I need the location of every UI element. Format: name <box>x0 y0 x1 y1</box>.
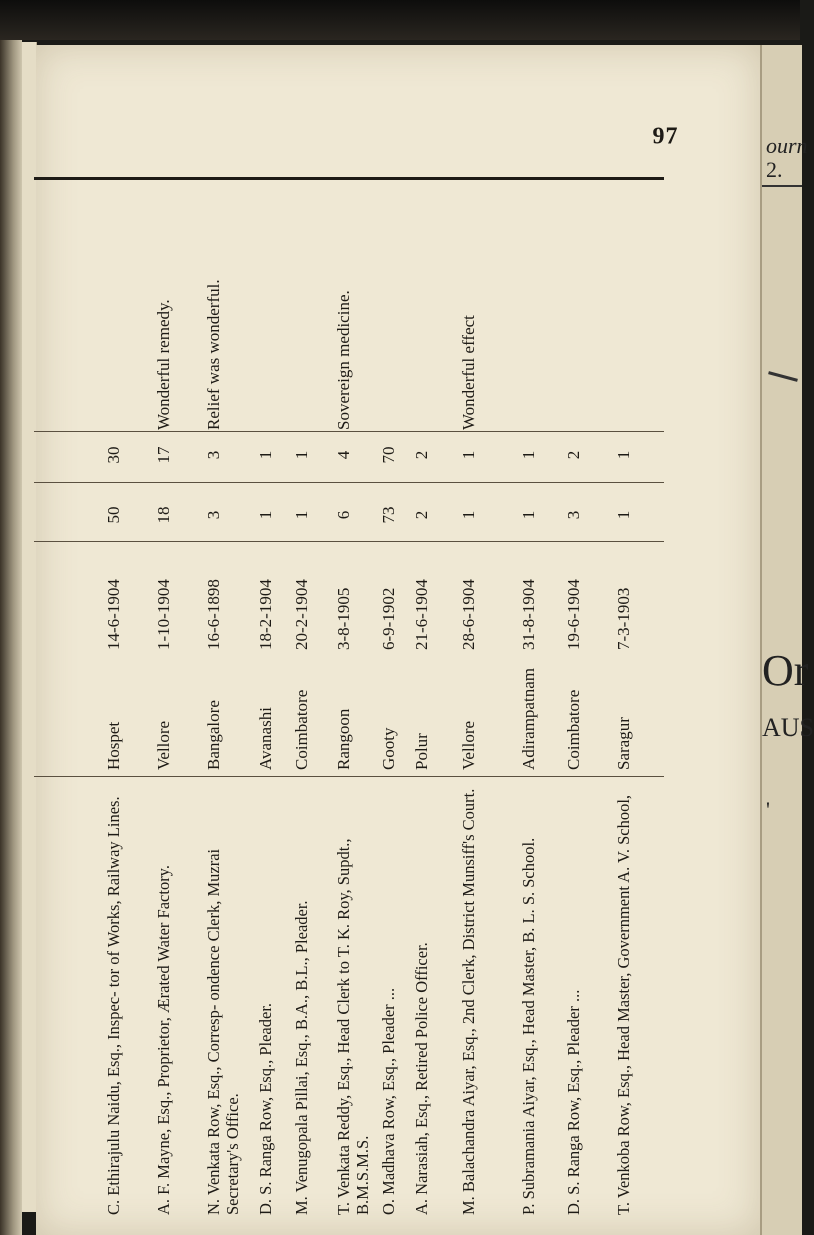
row-remark <box>292 185 332 430</box>
row-remark <box>412 185 452 430</box>
row-date: 20-2-1904 <box>292 579 311 650</box>
row-count-1: 3 <box>564 510 583 520</box>
row-count-2: 30 <box>104 446 123 464</box>
row-date: 28-6-1904 <box>459 579 478 650</box>
row-count-1: 6 <box>334 510 353 520</box>
adjacent-fragment-5: ' <box>766 797 770 822</box>
row-name: M. Venugopala Pillai, Esq., B.A., B.L., Pleader. <box>292 900 311 1215</box>
row-place: Saragur <box>614 717 633 770</box>
row-date: 6-9-1902 <box>379 587 398 650</box>
table-row <box>459 175 499 1235</box>
row-count-2: 2 <box>412 450 431 460</box>
row-place: Adirampatnam <box>519 668 538 770</box>
row-name: O. Madhava Row, Esq., Pleader ... <box>379 987 398 1215</box>
row-count-1: 73 <box>379 506 398 524</box>
adjacent-fragment-3: Or <box>762 646 809 695</box>
row-place: Gooty <box>379 727 398 770</box>
row-count-2: 3 <box>204 450 223 460</box>
row-count-2: 4 <box>334 450 353 460</box>
row-count-2: 1 <box>519 450 538 460</box>
row-remark: Relief was wonderful. <box>204 279 223 430</box>
row-count-2: 1 <box>614 450 633 460</box>
row-count-2: 1 <box>459 450 478 460</box>
row-name: D. S. Ranga Row, Esq., Pleader. <box>256 1002 275 1215</box>
table-row <box>154 175 194 1235</box>
row-name: T. Venkoba Row, Esq., Head Master, Government A. V. School, <box>614 794 633 1215</box>
adjacent-dash <box>768 371 798 382</box>
row-count-1: 1 <box>256 510 275 520</box>
row-count-1: 50 <box>104 506 123 524</box>
row-remark: Sovereign medicine. <box>334 290 353 430</box>
adjacent-fragment-4: AUS <box>762 713 814 742</box>
row-place: Polur <box>412 733 431 770</box>
table-row <box>519 175 559 1235</box>
table-row <box>292 175 332 1235</box>
table-row <box>412 175 452 1235</box>
row-date: 18-2-1904 <box>256 579 275 650</box>
row-remark: Wonderful remedy. <box>154 299 173 430</box>
row-date: 1-10-1904 <box>154 579 173 650</box>
row-date: 21-6-1904 <box>412 579 431 650</box>
row-name: N. Venkata Row, Esq., Corresp- ondence Clerk, Muzrai Secretary's Office. <box>204 848 242 1215</box>
row-place: Hospet <box>104 721 123 770</box>
row-count-1: 1 <box>459 510 478 520</box>
row-remark <box>256 185 296 430</box>
row-count-1: 2 <box>412 510 431 520</box>
table-row <box>104 175 144 1235</box>
row-place: Bangalore <box>204 700 223 770</box>
row-count-2: 1 <box>292 450 311 460</box>
adjacent-fragment-2: 2. <box>766 157 783 182</box>
row-name: D. S. Ranga Row, Esq., Pleader ... <box>564 989 583 1215</box>
row-date: 7-3-1903 <box>614 587 633 650</box>
table-row <box>334 175 374 1235</box>
row-place: Rangoon <box>334 708 353 770</box>
row-count-1: 1 <box>519 510 538 520</box>
row-name: C. Ethirajulu Naidu, Esq., Inspec- tor of Works, Railway Lines. <box>104 796 123 1215</box>
row-count-2: 2 <box>564 450 583 460</box>
row-count-2: 70 <box>379 446 398 464</box>
row-date: 3-8-1905 <box>334 587 353 650</box>
row-place: Vellore <box>459 720 478 770</box>
row-remark <box>564 185 604 430</box>
row-remark <box>519 185 559 430</box>
row-count-1: 1 <box>614 510 633 520</box>
page-number: 97 <box>652 123 679 150</box>
row-place: Avanashi <box>256 707 275 770</box>
row-name: A. F. Mayne, Esq., Proprietor, Ærated Water Factory. <box>154 865 173 1215</box>
row-place: Vellore <box>154 720 173 770</box>
row-count-2: 1 <box>256 450 275 460</box>
row-name: T. Venkata Reddy, Esq., Head Clerk to T. K. Roy, Supdt., B.M.S.M.S. <box>334 838 372 1215</box>
scan-top-edge <box>0 0 800 40</box>
row-remark <box>614 185 654 430</box>
table-row <box>256 175 296 1235</box>
row-count-1: 18 <box>154 506 173 524</box>
table-row <box>204 175 244 1235</box>
row-count-2: 17 <box>154 446 173 464</box>
adjacent-rule <box>762 185 802 187</box>
adjacent-fragment-1: ourn <box>766 133 808 158</box>
rotated-table-block <box>34 123 679 1235</box>
row-date: 31-8-1904 <box>519 579 538 650</box>
row-place: Coimbatore <box>564 689 583 770</box>
row-date: 16-6-1898 <box>204 579 223 650</box>
row-name: A. Narasiah, Esq., Retired Police Officer. <box>412 942 431 1215</box>
table-row <box>564 175 604 1235</box>
table-row <box>614 175 654 1235</box>
row-name: M. Balachandra Aiyar, Esq., 2nd Clerk, District Munsiff's Court. <box>459 788 478 1215</box>
row-date: 19-6-1904 <box>564 579 583 650</box>
row-count-1: 3 <box>204 510 223 520</box>
book-binding <box>0 40 22 1235</box>
row-date: 14-6-1904 <box>104 579 123 650</box>
adjacent-page <box>760 45 814 1235</box>
page-header-rule <box>34 177 664 180</box>
row-count-1: 1 <box>292 510 311 520</box>
row-remark <box>104 185 144 430</box>
row-place: Coimbatore <box>292 689 311 770</box>
row-name: P. Subramania Aiyar, Esq., Head Master, B. L. S. School. <box>519 837 538 1215</box>
row-remark: Wonderful effect <box>459 315 478 430</box>
